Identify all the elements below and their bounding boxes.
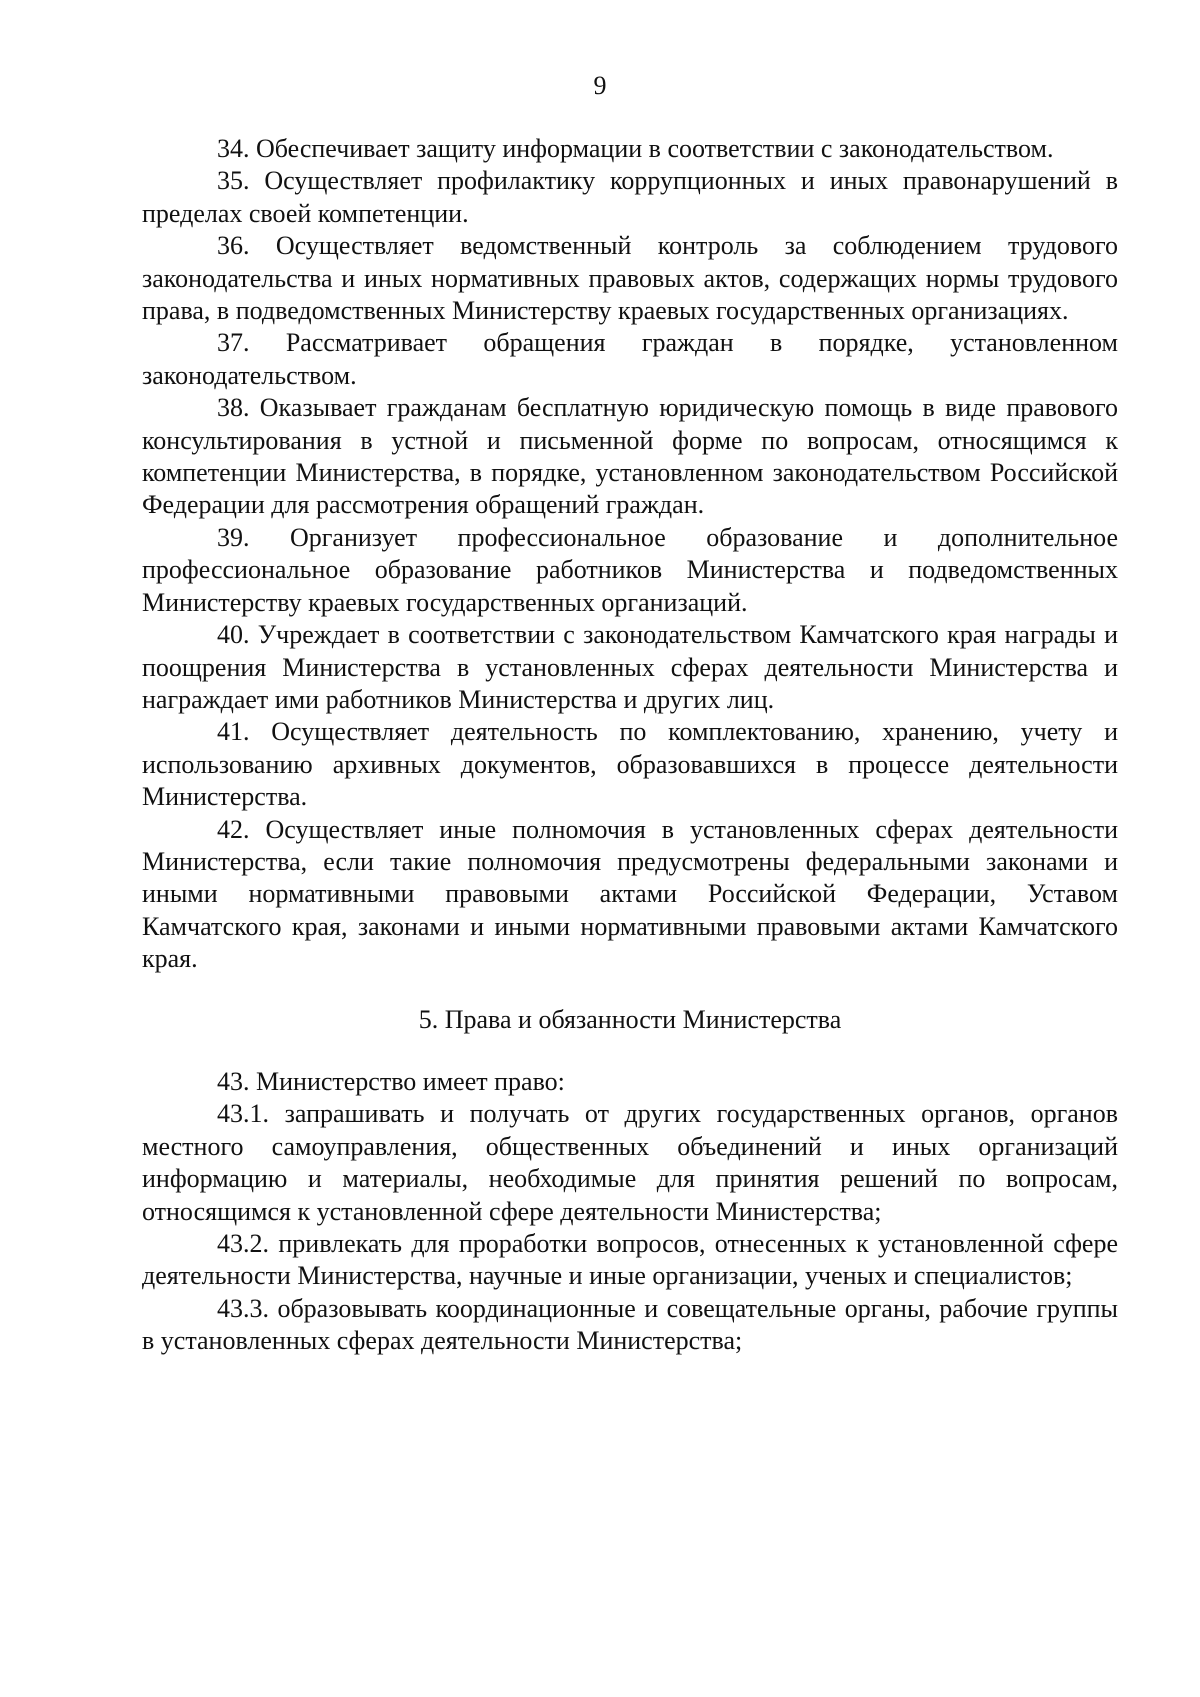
document-body <box>142 133 1118 1358</box>
paragraph-35: 35. Осуществляет профилактику коррупционных и иных правонарушений в пределах своей компетенции. <box>142 166 1118 228</box>
paragraph-43-3: 43.3. образовывать координационные и совещательные органы, рабочие группы в установленных сферах деятельности Министерства; <box>142 1293 1118 1356</box>
section-heading: 5. Права и обязанности Министерства <box>418 1004 842 1034</box>
paragraph-41: 41. Осуществляет деятельность по комплектованию, хранению, учету и использованию архивных документов, образовавшихся в процессе деятельности Министерства. <box>142 717 1118 812</box>
paragraph-39: 39. Организует профессиональное образование и дополнительное профессиональное образование работников Министерства и подведомственных Министерству краевых государственных организаций. <box>142 522 1118 617</box>
page-number: 9 <box>593 71 607 100</box>
paragraph-43-1: 43.1. запрашивать и получать от других государственных органов, органов местного самоуправления, общественных объединений и иных организаций информацию и материалы, необходимые для принятия решений по вопросам, относящимся к установленной сфере деятельности Министерства; <box>142 1099 1118 1226</box>
paragraph-34: 34. Обеспечивает защиту информации в соответствии с законодательством. <box>217 134 1054 163</box>
paragraph-36: 36. Осуществляет ведомственный контроль за соблюдением трудового законодательства и иных нормативных правовых актов, содержащих нормы трудового права, в подведомственных Министерству краевых государственных организациях. <box>142 231 1118 326</box>
paragraph-40: 40. Учреждает в соответствии с законодательством Камчатского края награды и поощрения Министерства в установленных сферах деятельности Министерства и награждает ими работников Министерства и других лиц. <box>142 620 1118 714</box>
paragraph-38: 38. Оказывает гражданам бесплатную юридическую помощь в виде правового консультирования в устной и письменной форме по вопросам, относящимся к компетенции Министерства, в порядке, установленном законодательством Российской Федерации для рассмотрения обращений граждан. <box>142 393 1118 520</box>
paragraph-42: 42. Осуществляет иные полномочия в установленных сферах деятельности Министерства, если такие полномочия предусмотрены федеральными законами и иными нормативными правовыми актами Российской Федерации, Уставом Камчатского края, законами и иными нормативными правовыми актами Камчатского края. <box>142 814 1118 974</box>
paragraph-43: 43. Министерство имеет право: <box>217 1066 565 1096</box>
paragraph-37: 37. Рассматривает обращения граждан в порядке, установленном законодательством. <box>142 328 1118 390</box>
paragraph-43-2: 43.2. привлекать для проработки вопросов, отнесенных к установленной сфере деятельности Министерства, научные и иные организации, ученых и специалистов; <box>142 1229 1118 1291</box>
